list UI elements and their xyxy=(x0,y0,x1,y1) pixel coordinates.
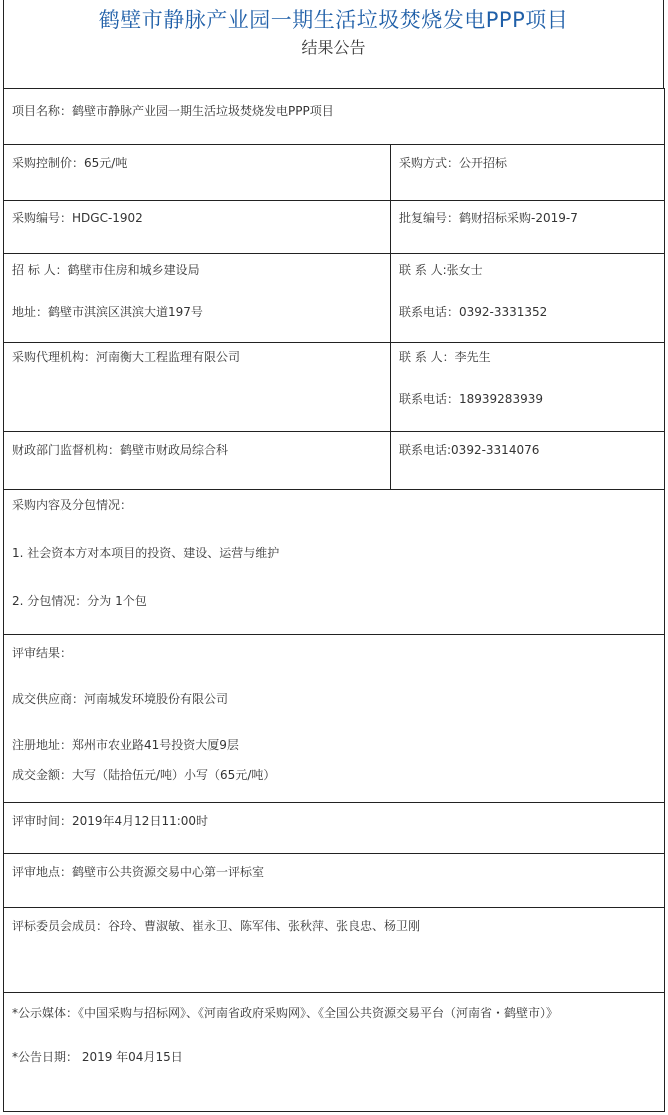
table-row xyxy=(4,343,665,432)
tenderer-address: 地址：鹤壁市淇滨区淇滨大道197号 xyxy=(12,305,203,319)
tenderer-phone: 联系电话：0392-3331352 xyxy=(399,305,548,319)
table-row xyxy=(4,432,665,490)
finance-name: 财政部门监督机构：鹤壁市财政局综合科 xyxy=(12,443,229,457)
committee-cell xyxy=(4,908,665,993)
result-amount: 成交金额：大写（陆拾伍元/吨）小写（65元/吨） xyxy=(12,768,276,782)
finance-phone-cell xyxy=(391,432,665,490)
content-item-1: 1. 社会资本方对本项目的投资、建设、运营与维护 xyxy=(12,546,280,560)
review-place: 评审地点：鹤壁市公共资源交易中心第一评标室 xyxy=(12,865,265,879)
agency-cell xyxy=(4,343,391,432)
review-time-cell xyxy=(4,803,665,854)
committee-members: 评标委员会成员：谷玲、曹淑敏、崔永卫、陈军伟、张秋萍、张良忠、杨卫刚 xyxy=(12,919,421,933)
tenderer-cell xyxy=(4,254,391,343)
content-cell xyxy=(4,490,665,635)
agency-contact: 联 系 人：李先生 xyxy=(399,350,491,364)
result-address: 注册地址：郑州市农业路41号投资大厦9层 xyxy=(12,738,239,752)
announcement-subtitle: 结果公告 xyxy=(301,38,366,57)
control-price-cell xyxy=(4,145,391,201)
result-cell xyxy=(4,635,665,803)
procurement-number-cell xyxy=(4,201,391,254)
table-row xyxy=(4,490,665,635)
tenderer-name: 招 标 人：鹤壁市住房和城乡建设局 xyxy=(12,263,200,277)
approval-number: 批复编号：鹤财招标采购-2019-7 xyxy=(399,211,578,225)
approval-number-cell xyxy=(391,201,665,254)
publication-date: *公告日期： 2019 年04月15日 xyxy=(12,1050,183,1064)
table-row xyxy=(4,254,665,343)
project-name-cell xyxy=(4,89,665,145)
agency-contact-cell xyxy=(391,343,665,432)
announcement-title: 鹤壁市静脉产业园一期生活垃圾焚烧发电PPP项目 xyxy=(98,8,569,32)
table-row xyxy=(4,803,665,854)
announcement-header xyxy=(3,0,664,88)
tenderer-contact-cell xyxy=(391,254,665,343)
finance-phone: 联系电话:0392-3314076 xyxy=(399,443,540,457)
procurement-method: 采购方式：公开招标 xyxy=(399,156,508,170)
table-row xyxy=(4,89,665,145)
result-supplier: 成交供应商：河南城发环境股份有限公司 xyxy=(12,692,229,706)
publication-cell xyxy=(4,993,665,1112)
table-row xyxy=(4,635,665,803)
agency-name: 采购代理机构：河南衡大工程监理有限公司 xyxy=(12,350,241,364)
procurement-method-cell xyxy=(391,145,665,201)
content-item-2: 2. 分包情况：分为 1个包 xyxy=(12,594,147,608)
table-row xyxy=(4,201,665,254)
tenderer-contact: 联 系 人:张女士 xyxy=(399,263,483,277)
result-heading: 评审结果： xyxy=(12,646,73,660)
agency-phone: 联系电话：18939283939 xyxy=(399,392,543,406)
table-row xyxy=(4,145,665,201)
table-row xyxy=(4,854,665,908)
table-row xyxy=(4,908,665,993)
finance-cell xyxy=(4,432,391,490)
project-name: 项目名称：鹤壁市静脉产业园一期生活垃圾焚烧发电PPP项目 xyxy=(12,104,334,118)
publication-media: *公示媒体：《中国采购与招标网》、《河南省政府采购网》、《全国公共资源交易平台（河南省・鹤壁市）》 xyxy=(12,1006,559,1020)
table-row xyxy=(4,993,665,1112)
announcement-table xyxy=(3,88,665,1112)
procurement-number: 采购编号：HDGC-1902 xyxy=(12,211,143,225)
review-time: 评审时间：2019年4月12日11:00时 xyxy=(12,814,209,828)
review-place-cell xyxy=(4,854,665,908)
control-price: 采购控制价：65元/吨 xyxy=(12,156,128,170)
content-heading: 采购内容及分包情况： xyxy=(12,498,133,512)
